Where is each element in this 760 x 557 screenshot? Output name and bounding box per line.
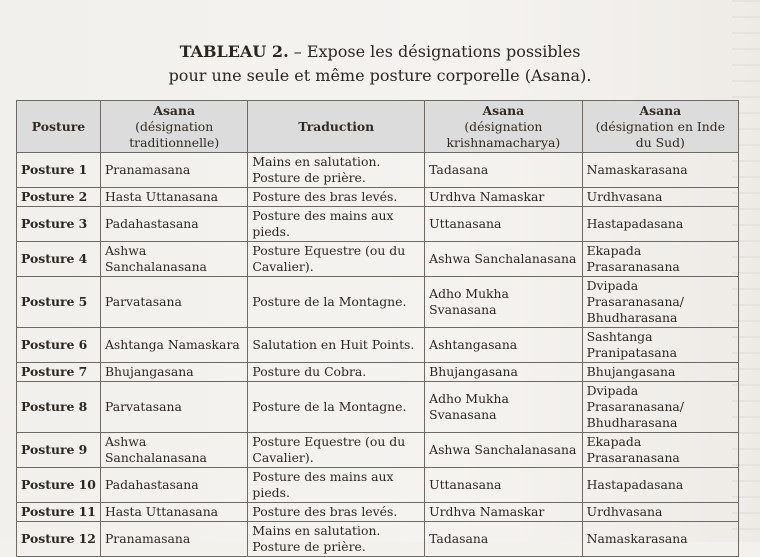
posture-cell: Posture 12 (17, 522, 101, 557)
asana-krishnamacharya-cell: Adho Mukha Svanasana (425, 382, 583, 433)
asana-traditionnelle-cell: Pranamasana (100, 522, 247, 557)
header-title: Asana (639, 102, 682, 118)
asana-krishnamacharya-cell: Uttanasana (425, 468, 583, 503)
table-row (17, 363, 739, 382)
asana-traditionnelle-cell: Padahastasana (100, 207, 247, 242)
asana-inde-du-sud-cell: Hastapadasana (582, 468, 738, 503)
posture-cell: Posture 9 (17, 433, 101, 468)
traduction-cell: Posture des bras levés. (248, 188, 425, 207)
posture-cell: Posture 1 (17, 153, 101, 188)
table-caption (0, 40, 760, 88)
caption-label: TABLEAU 2. (179, 42, 289, 61)
asana-krishnamacharya-cell: Urdhva Namaskar (425, 503, 583, 522)
posture-cell: Posture 6 (17, 328, 101, 363)
posture-cell: Posture 5 (17, 277, 101, 328)
caption-text: – Expose les désignations possibles (288, 42, 581, 61)
posture-cell: Posture 4 (17, 242, 101, 277)
asana-traditionnelle-cell: Parvatasana (100, 382, 247, 433)
traduction-cell: Posture des mains aux pieds. (248, 207, 425, 242)
posture-cell: Posture 7 (17, 363, 101, 382)
table-row (17, 277, 739, 328)
table-body (17, 153, 739, 557)
table-row (17, 433, 739, 468)
asana-traditionnelle-cell: Hasta Uttanasana (100, 503, 247, 522)
traduction-cell: Posture des bras levés. (248, 503, 425, 522)
asana-inde-du-sud-cell: Urdhvasana (582, 188, 738, 207)
header-posture (17, 101, 101, 153)
traduction-cell: Posture du Cobra. (248, 363, 425, 382)
traduction-cell: Posture de la Montagne. (248, 382, 425, 433)
header-traduction-title: Traduction (298, 118, 375, 134)
posture-cell: Posture 11 (17, 503, 101, 522)
header-title: Asana (482, 102, 525, 118)
asana-inde-du-sud-cell: Bhujangasana (582, 363, 738, 382)
table-row (17, 207, 739, 242)
table-row (17, 503, 739, 522)
asana-traditionnelle-cell: Hasta Uttanasana (100, 188, 247, 207)
asana-krishnamacharya-cell: Tadasana (425, 153, 583, 188)
asana-krishnamacharya-cell: Ashwa Sanchalanasana (425, 242, 583, 277)
caption-line-1 (0, 40, 760, 64)
asana-inde-du-sud-cell: Dvipada Prasaranasana/ Bhudharasana (582, 382, 738, 433)
asana-traditionnelle-cell: Pranamasana (100, 153, 247, 188)
asana-inde-du-sud-cell: Urdhvasana (582, 503, 738, 522)
header-row (17, 101, 739, 153)
asana-traditionnelle-cell: Ashtanga Namaskara (100, 328, 247, 363)
posture-cell: Posture 8 (17, 382, 101, 433)
asana-krishnamacharya-cell: Urdhva Namaskar (425, 188, 583, 207)
asana-inde-du-sud-cell: Ekapada Prasaranasana (582, 433, 738, 468)
header-title: Asana (153, 102, 195, 118)
header-asana-traditionnelle (100, 101, 247, 153)
asana-traditionnelle-cell: Ashwa Sanchalanasana (100, 433, 247, 468)
asana-krishnamacharya-cell: Adho Mukha Svanasana (425, 277, 583, 328)
asana-traditionnelle-cell: Ashwa Sanchalanasana (100, 242, 247, 277)
traduction-cell: Mains en salutation. Posture de prière. (248, 522, 425, 557)
asana-inde-du-sud-cell: Dvipada Prasaranasana/ Bhudharasana (582, 277, 738, 328)
asana-inde-du-sud-cell: Namaskarasana (582, 522, 738, 557)
table-row (17, 242, 739, 277)
traduction-cell: Mains en salutation. Posture de prière. (248, 153, 425, 188)
header-asana-krishnamacharya (425, 101, 583, 153)
traduction-cell: Posture des mains aux pieds. (248, 468, 425, 503)
caption-line-2: pour une seule et même posture corporelle (Asana). (168, 66, 592, 85)
header-asana-inde-du-sud (582, 101, 738, 153)
table-row (17, 522, 739, 557)
asana-krishnamacharya-cell: Bhujangasana (425, 363, 583, 382)
table-row (17, 382, 739, 433)
table-row (17, 188, 739, 207)
posture-cell: Posture 10 (17, 468, 101, 503)
asana-traditionnelle-cell: Padahastasana (100, 468, 247, 503)
posture-cell: Posture 3 (17, 207, 101, 242)
asana-krishnamacharya-cell: Ashtangasana (425, 328, 583, 363)
traduction-cell: Posture Equestre (ou du Cavalier). (248, 242, 425, 277)
asana-inde-du-sud-cell: Hastapadasana (582, 207, 738, 242)
asana-krishnamacharya-cell: Ashwa Sanchalanasana (425, 433, 583, 468)
header-subtitle: (désignation krishnamacharya) (446, 118, 561, 150)
header-posture-title: Posture (31, 118, 86, 134)
posture-cell: Posture 2 (17, 188, 101, 207)
header-subtitle: (désignation en Inde du Sud) (595, 118, 726, 150)
traduction-cell: Posture de la Montagne. (248, 277, 425, 328)
asana-inde-du-sud-cell: Namaskarasana (582, 153, 738, 188)
asana-inde-du-sud-cell: Sashtanga Pranipatasana (582, 328, 738, 363)
header-subtitle: (désignation traditionnelle) (129, 118, 220, 150)
asana-traditionnelle-cell: Bhujangasana (100, 363, 247, 382)
asana-krishnamacharya-cell: Tadasana (425, 522, 583, 557)
table-row (17, 468, 739, 503)
asana-inde-du-sud-cell: Ekapada Prasaranasana (582, 242, 738, 277)
asana-designations-table (16, 100, 739, 557)
asana-traditionnelle-cell: Parvatasana (100, 277, 247, 328)
asana-krishnamacharya-cell: Uttanasana (425, 207, 583, 242)
header-traduction (248, 101, 425, 153)
traduction-cell: Salutation en Huit Points. (248, 328, 425, 363)
table-row (17, 153, 739, 188)
table-row (17, 328, 739, 363)
traduction-cell: Posture Equestre (ou du Cavalier). (248, 433, 425, 468)
